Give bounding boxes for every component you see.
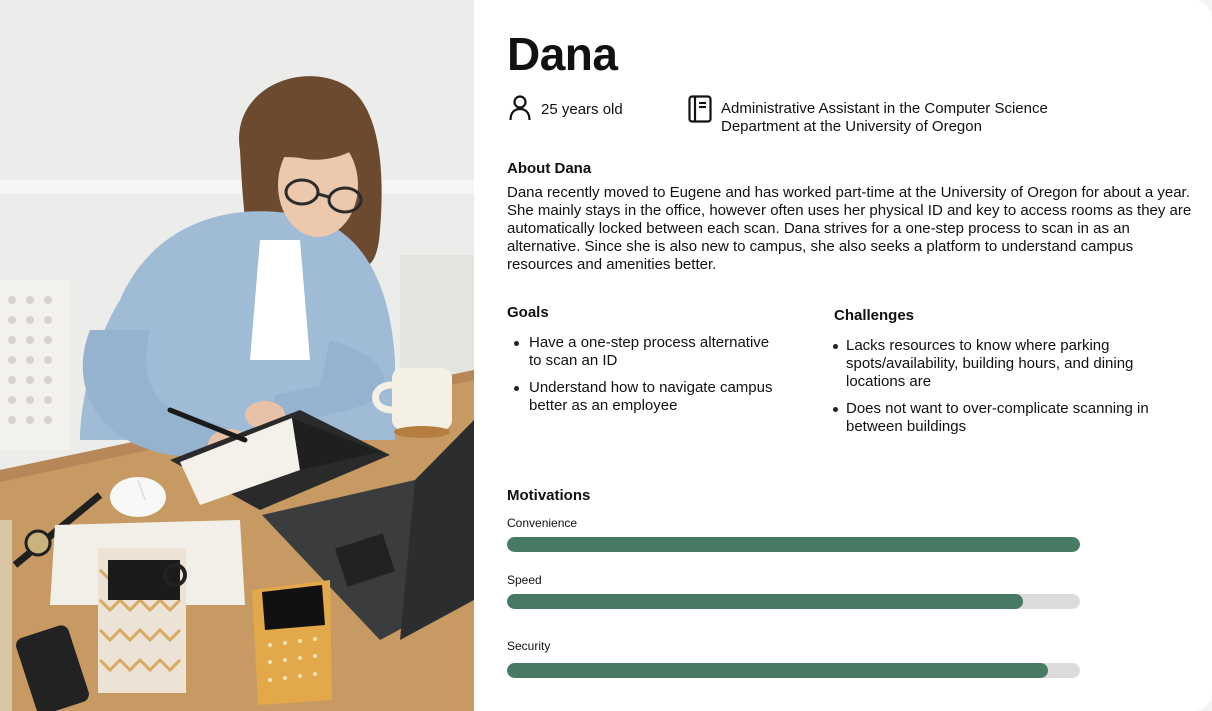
- challenges-list: [832, 337, 1152, 445]
- challenges-heading: Challenges: [834, 307, 915, 324]
- challenge-item: Does not want to over-complicate scanning in between buildings: [832, 400, 1152, 436]
- motivation-fill: [507, 594, 1023, 609]
- notebook-icon: [687, 95, 713, 123]
- job-title-line1: Administrative Assistant in the Computer Science: [721, 100, 1048, 117]
- motivation-fill: [507, 537, 1080, 552]
- persona-photo: [0, 0, 474, 711]
- challenge-item: Lacks resources to know where parking spots/availability, building hours, and dining locations are: [832, 337, 1152, 391]
- motivation-bar-security: [507, 663, 1080, 678]
- motivation-bar-convenience: [507, 537, 1080, 552]
- motivation-label-speed: Speed: [507, 573, 542, 587]
- motivation-label-security: Security: [507, 639, 551, 653]
- job-info: [687, 95, 1107, 136]
- age-info: [507, 95, 623, 123]
- age-text: 25 years old: [541, 101, 623, 118]
- motivation-bar-speed: [507, 594, 1080, 609]
- motivation-label-convenience: Convenience: [507, 516, 578, 530]
- motivations-heading: Motivations: [507, 487, 591, 504]
- goals-list: [507, 334, 777, 424]
- persona-details: [507, 0, 1197, 711]
- goals-heading: Goals: [507, 304, 549, 321]
- motivation-fill: [507, 663, 1048, 678]
- goal-item: Understand how to navigate campus better as an employee: [507, 379, 777, 415]
- about-text: Dana recently moved to Eugene and has worked part-time at the University of Oregon for about a year. She mainly stays in the office, however often uses her physical ID and key to access rooms as they are automatically locked between each scan. Dana strives for a one-step process to scan in as an alternative. Since she is also new to campus, she also seeks a platform to understand campus resources and amenities better.: [507, 184, 1192, 273]
- persona-name: Dana: [507, 28, 618, 80]
- about-heading: About Dana: [507, 160, 592, 177]
- goal-item: Have a one-step process alternative to scan an ID: [507, 334, 777, 370]
- job-title-line2: Department at the University of Oregon: [721, 118, 982, 135]
- person-icon: [507, 95, 533, 123]
